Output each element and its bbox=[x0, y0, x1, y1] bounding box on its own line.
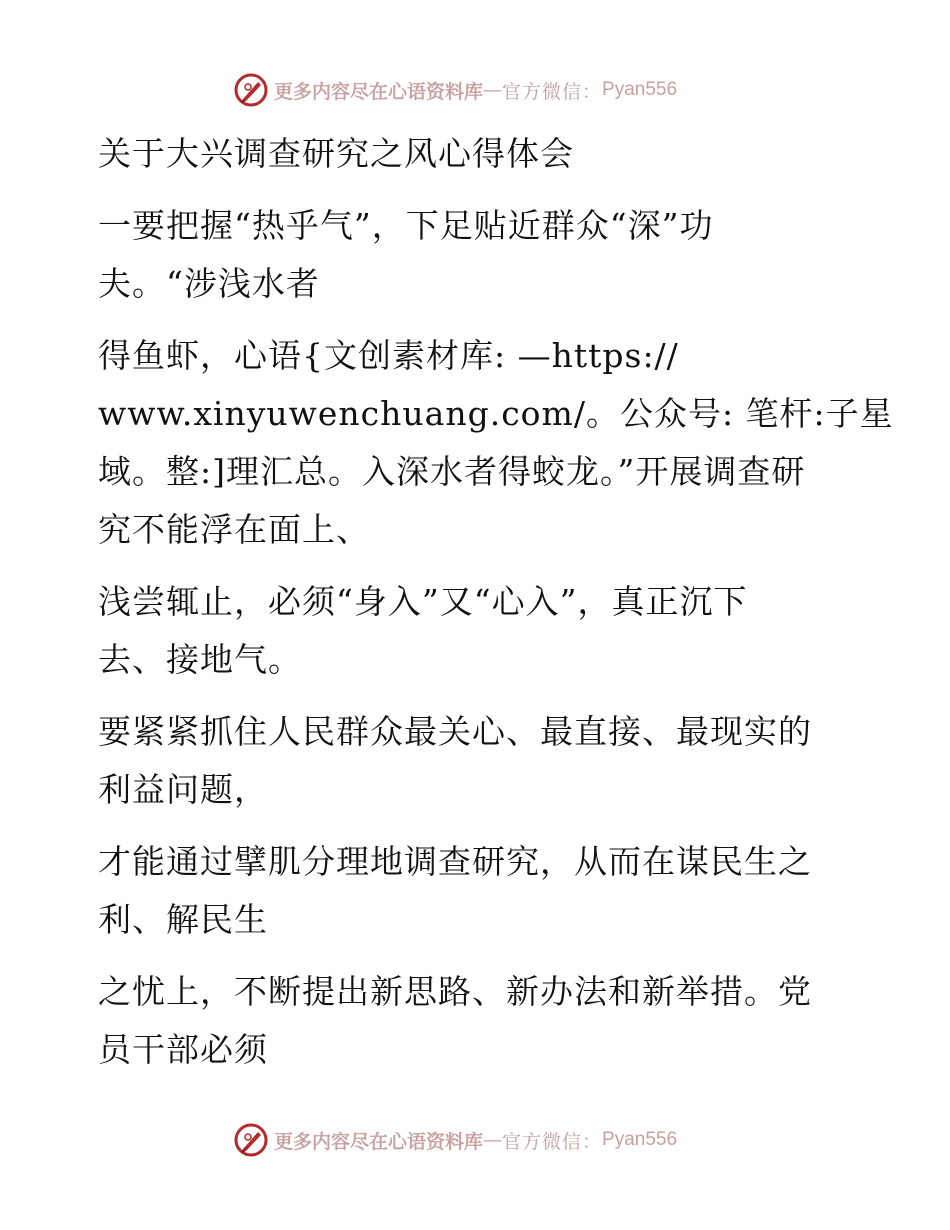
text-line: 域。整:]理汇总。入深水者得蛟龙。”开展调查研 bbox=[98, 452, 806, 491]
banner-title: 更多内容尽在心语资料库 bbox=[274, 80, 484, 103]
banner-wechat-label: 官方微信： bbox=[502, 80, 603, 103]
banner-title: 更多内容尽在心语资料库 bbox=[274, 1130, 484, 1153]
banner-wechat-id: Pyan556 bbox=[602, 79, 678, 100]
text-line: 之忧上，不断提出新思路、新办法和新举措。党 bbox=[98, 972, 812, 1011]
banner-wechat-label: 官方微信： bbox=[502, 1130, 603, 1153]
text-line: 得鱼虾，心语{文创素材库: —https:// bbox=[98, 336, 679, 375]
text-line: 员干部必须 bbox=[98, 1030, 268, 1069]
text-line: 究不能浮在面上、 bbox=[98, 510, 370, 549]
header-banner bbox=[234, 72, 677, 108]
text-line: 才能通过擘肌分理地调查研究，从而在谋民生之 bbox=[98, 842, 812, 881]
pen-logo-icon bbox=[234, 73, 268, 107]
footer-banner bbox=[234, 1122, 677, 1158]
banner-wechat-id: Pyan556 bbox=[602, 1129, 678, 1150]
text-line: 要紧紧抓住人民群众最关心、最直接、最现实的 bbox=[98, 712, 812, 751]
pen-logo-icon bbox=[234, 1123, 268, 1157]
text-line: 利益问题， bbox=[98, 770, 268, 809]
text-line: 浅尝辄止，必须“身入”又“心入”，真正沉下 bbox=[98, 582, 748, 621]
text-line: 去、接地气。 bbox=[98, 640, 302, 679]
doc-title: 关于大兴调查研究之风心得体会 bbox=[98, 134, 574, 173]
document-body bbox=[98, 125, 894, 1079]
text-line: 一要把握“热乎气”，下足贴近群众“深”功 bbox=[98, 206, 714, 245]
banner-dash: — bbox=[483, 79, 503, 101]
text-line: 夫。“涉浅水者 bbox=[98, 264, 320, 303]
text-line: www.xinyuwenchuang.com/。公众号: 笔杆:子星 bbox=[98, 394, 894, 433]
text-line: 利、解民生 bbox=[98, 900, 268, 939]
banner-dash: — bbox=[483, 1129, 503, 1151]
